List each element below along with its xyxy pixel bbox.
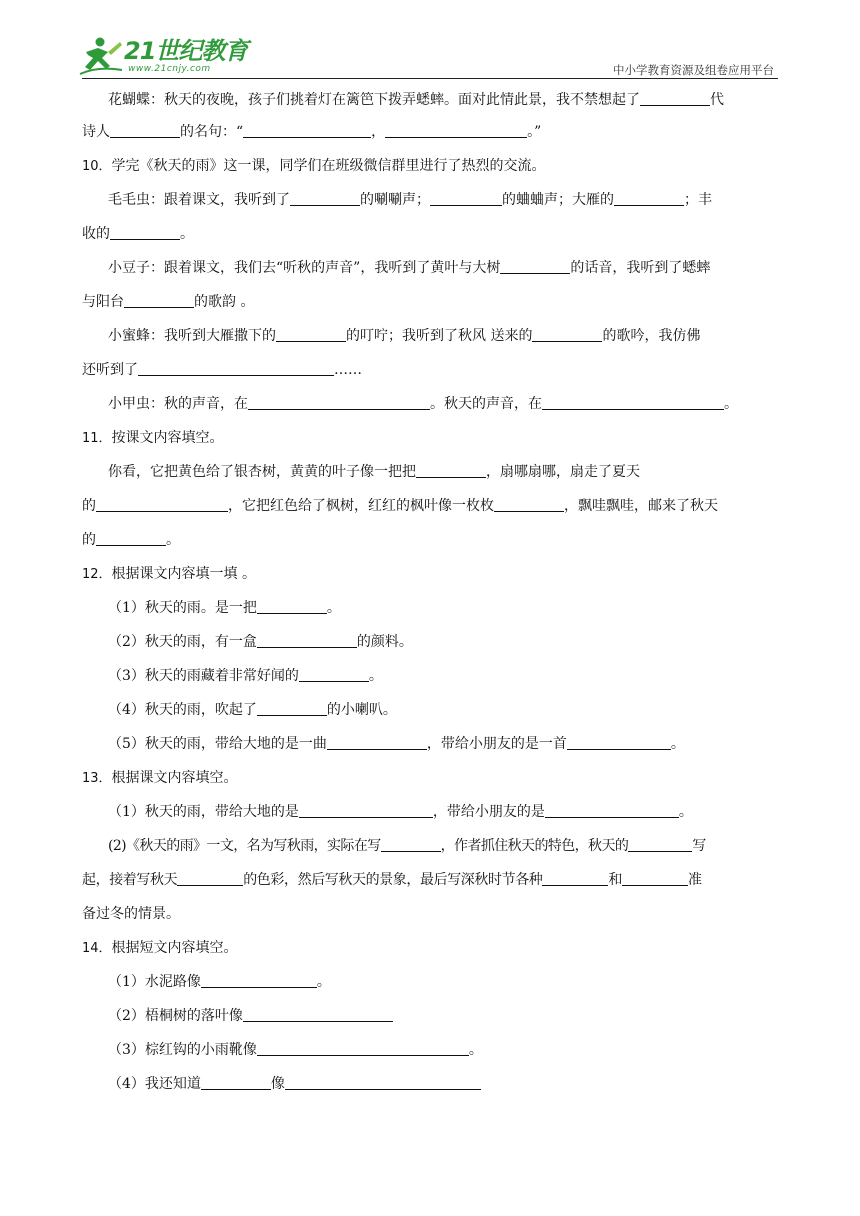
answer-blank[interactable] <box>567 734 671 750</box>
answer-blank[interactable] <box>385 122 527 138</box>
answer-blank[interactable] <box>542 394 724 410</box>
answer-blank[interactable] <box>257 1040 469 1056</box>
sub-question: （4）秋天的雨，吹起了 的小喇叭。 <box>108 702 397 718</box>
answer-blank[interactable] <box>110 224 180 240</box>
header-divider <box>82 78 778 79</box>
sub-question: （2）秋天的雨，有一盒 的颜料。 <box>108 634 413 650</box>
answer-blank[interactable] <box>430 190 502 206</box>
answer-blank[interactable] <box>257 598 327 614</box>
sub-question: （5）秋天的雨，带给大地的是一曲 ，带给小朋友的是一首 。 <box>108 736 685 752</box>
sub-question: (2)《秋天的雨》一文，名为写秋雨，实际在写 ，作者抓住秋天的特色，秋天的 写 <box>108 838 706 854</box>
answer-blank[interactable] <box>545 802 679 818</box>
sub-question: （3）秋天的雨藏着非常好闻的 。 <box>108 668 383 684</box>
answer-blank[interactable] <box>248 394 430 410</box>
text-line: 诗人 的名句：“ ， 。” <box>82 124 542 140</box>
text-line: 花蝴蝶：秋天的夜晚，孩子们挑着灯在篱笆下拨弄蟋蟀。面对此情此景，我不禁想起了 代 <box>108 92 724 108</box>
text-line: 你看，它把黄色给了银杏树，黄黄的叶子像一把把 ，扇哪扇哪，扇走了夏天 <box>108 464 640 480</box>
answer-blank[interactable] <box>299 666 369 682</box>
sub-question: （2）梧桐树的落叶像 <box>108 1006 393 1026</box>
text-line: 小豆子：跟着课文，我们去“听秋的声音”，我听到了黄叶与大树 的话音，我听到了蟋蟀 <box>108 260 711 276</box>
answer-blank[interactable] <box>416 462 486 478</box>
answer-blank[interactable] <box>285 1074 481 1090</box>
answer-blank[interactable] <box>124 292 194 308</box>
text-line: 与阳台 的歌韵 。 <box>82 294 255 310</box>
sub-question: （1）秋天的雨，带给大地的是 ，带给小朋友的是 。 <box>108 804 693 820</box>
answer-blank[interactable] <box>96 530 166 546</box>
answer-blank[interactable] <box>494 496 564 512</box>
answer-blank[interactable] <box>201 1074 271 1090</box>
text-line: 小蜜蜂：我听到大雁撒下的 的叮咛；我听到了秋风 送来的 的歌吟，我仿佛 <box>108 328 701 344</box>
answer-blank[interactable] <box>177 870 243 886</box>
platform-title: 中小学教育资源及组卷应用平台 <box>613 63 774 77</box>
brand-logo <box>78 36 248 80</box>
question-11: 11．按课文内容填空。 <box>82 430 224 446</box>
text-line: 起，接着写秋天 的色彩，然后写秋天的景象，最后写深秋时节各种 和 准 <box>82 872 702 888</box>
runner-logo-icon <box>78 36 124 76</box>
text-line: 的 ，它把红色给了枫树，红红的枫叶像一枚枚 ，飘哇飘哇，邮来了秋天 <box>82 498 718 514</box>
answer-blank[interactable] <box>542 870 608 886</box>
answer-blank[interactable] <box>299 802 433 818</box>
question-10: 10．学完《秋天的雨》这一课，同学们在班级微信群里进行了热烈的交流。 <box>82 158 546 174</box>
answer-blank[interactable] <box>628 836 692 852</box>
logo-url: www.21cnjy.com <box>128 64 211 74</box>
answer-blank[interactable] <box>201 972 317 988</box>
answer-blank[interactable] <box>257 700 327 716</box>
answer-blank[interactable] <box>327 734 427 750</box>
answer-blank[interactable] <box>622 870 688 886</box>
page-header <box>0 0 860 80</box>
text-line: 小甲虫：秋的声音，在 。秋天的声音，在 。 <box>108 396 738 412</box>
text-line: 还听到了 …… <box>82 362 362 378</box>
text-line: 毛毛虫：跟着课文，我听到了 的唰唰声； 的蛐蛐声；大雁的 ；丰 <box>108 192 712 208</box>
text-line: 收的 。 <box>82 226 194 242</box>
logo-text: 21世纪教育 <box>124 37 248 65</box>
text-line: 的 。 <box>82 532 180 548</box>
answer-blank[interactable] <box>257 632 357 648</box>
sub-question: （4）我还知道 像 <box>108 1074 481 1094</box>
answer-blank[interactable] <box>532 326 602 342</box>
answer-blank[interactable] <box>276 326 346 342</box>
answer-blank[interactable] <box>138 360 334 376</box>
question-14: 14．根据短文内容填空。 <box>82 940 238 956</box>
sub-question: （3）棕红钩的小雨靴像 。 <box>108 1042 483 1058</box>
sub-question: （1）秋天的雨。是一把 。 <box>108 600 341 616</box>
text-line: 备过冬的情景。 <box>82 906 180 922</box>
question-13: 13．根据课文内容填空。 <box>82 770 238 786</box>
answer-blank[interactable] <box>614 190 684 206</box>
answer-blank[interactable] <box>110 122 180 138</box>
answer-blank[interactable] <box>381 836 441 852</box>
answer-blank[interactable] <box>243 122 371 138</box>
answer-blank[interactable] <box>500 258 570 274</box>
answer-blank[interactable] <box>243 1006 393 1022</box>
sub-question: （1）水泥路像 。 <box>108 974 331 990</box>
answer-blank[interactable] <box>290 190 360 206</box>
answer-blank[interactable] <box>640 90 710 106</box>
answer-blank[interactable] <box>96 496 228 512</box>
question-12: 12．根据课文内容填一填 。 <box>82 566 256 582</box>
